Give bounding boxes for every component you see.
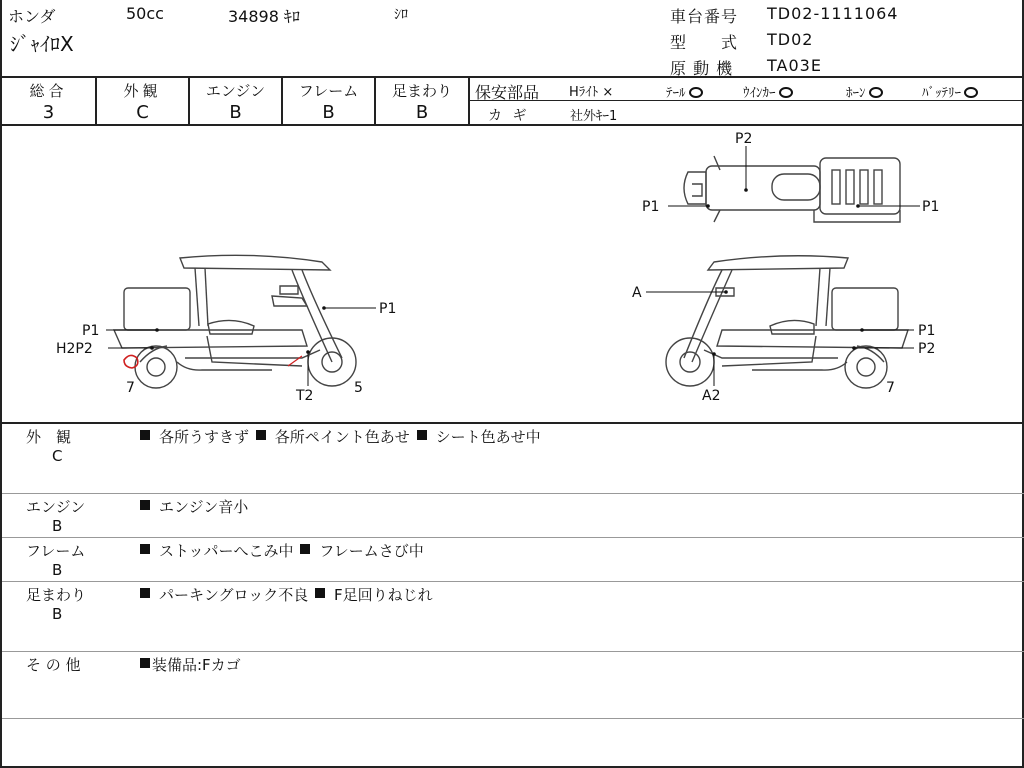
bullet-square-icon	[140, 658, 150, 668]
engine-value: TA03E	[767, 56, 822, 75]
remark-text	[138, 426, 541, 447]
winker-label: ｳｲﾝｶｰ	[743, 86, 776, 101]
remark-item: 各所ペイント色あせ	[274, 428, 410, 446]
remark-label: フレーム	[26, 542, 86, 560]
diagram-label: T2	[296, 388, 314, 404]
horn-label: ﾎｰﾝ	[846, 86, 866, 101]
grade-label: フレーム	[298, 82, 359, 100]
ok-circle-icon	[964, 87, 978, 98]
bullet-square-icon	[140, 588, 150, 598]
diagram-label: A2	[702, 388, 721, 404]
remark-item: シート色あせ中	[435, 428, 541, 446]
horn	[846, 82, 883, 101]
blank-footer	[2, 718, 1024, 768]
ok-circle-icon	[779, 87, 793, 98]
key-value: 社外ｷｰ1	[570, 109, 618, 124]
ok-circle-icon	[869, 87, 883, 98]
remark-grade: C	[52, 447, 63, 465]
maker: ホンダ	[8, 7, 56, 26]
mileage: 34898 ｷﾛ	[228, 7, 300, 26]
grade-value: B	[322, 102, 335, 123]
grade-exterior	[97, 78, 190, 124]
diagram-label: P2	[735, 131, 753, 147]
engine-label: 原 動 機	[670, 59, 734, 78]
diagram-label: 7	[126, 380, 135, 396]
remark-item: ストッパーへこみ中	[159, 542, 294, 560]
bullet-square-icon	[140, 500, 150, 510]
diagram-label: P1	[918, 323, 936, 339]
grade-value: B	[415, 102, 429, 123]
grade-label: 足まわり	[391, 82, 452, 100]
remark-label: 足まわり	[26, 586, 87, 604]
grade-frame	[283, 78, 376, 124]
key-label: カ ギ	[488, 108, 530, 124]
color: ｼﾛ	[394, 7, 408, 23]
remark-text	[138, 654, 241, 675]
displacement: 50cc	[126, 4, 164, 23]
remark-text	[138, 496, 248, 517]
scooter-top-view-icon	[684, 156, 900, 222]
damage-diagram	[2, 126, 1024, 424]
remark-grade: B	[52, 517, 63, 535]
diagram-label: P1	[82, 323, 100, 339]
grade-label: 外観	[123, 82, 162, 100]
scooter-left-view-icon	[114, 255, 356, 388]
bullet-square-icon	[140, 430, 150, 440]
remark-item: 装備品:Fカゴ	[152, 656, 241, 674]
bullet-square-icon	[256, 430, 266, 440]
frame-no-label: 車台番号	[670, 7, 739, 26]
grade-value: 3	[42, 102, 55, 123]
safety-parts	[470, 78, 1024, 124]
diagram-label: P1	[642, 199, 660, 215]
remark-item: F足回りねじれ	[334, 586, 433, 604]
remark-text	[138, 540, 424, 561]
grade-value: C	[136, 102, 149, 123]
remark-item: エンジン音小	[159, 498, 249, 516]
taillight-label: ﾃｰﾙ	[666, 86, 686, 101]
remark-label: そ の 他	[26, 656, 81, 674]
grade-overall	[2, 78, 97, 124]
taillight	[666, 82, 703, 101]
type-value: TD02	[767, 30, 814, 49]
grade-suspension	[376, 78, 470, 124]
bullet-square-icon	[140, 544, 150, 554]
grade-value: B	[229, 102, 242, 123]
remark-engine	[2, 494, 1024, 538]
diagram-label: 5	[354, 380, 363, 396]
scooter-diagram-svg	[2, 126, 1022, 422]
grade-row	[2, 78, 1024, 126]
winker	[743, 82, 793, 101]
remark-text	[138, 584, 433, 605]
safety-title: 保安部品	[475, 83, 540, 102]
grade-label: エンジン	[205, 82, 266, 100]
remark-item: パーキングロック不良	[159, 586, 309, 604]
remark-exterior	[2, 424, 1024, 494]
diagram-label: P1	[922, 199, 940, 215]
safety-row	[470, 78, 1024, 101]
diagram-label: A	[632, 285, 642, 301]
diagram-label: H2P2	[56, 341, 93, 357]
remark-other	[2, 652, 1024, 718]
battery-label: ﾊﾞｯﾃﾘｰ	[922, 86, 961, 101]
remark-item: 各所うすきず	[159, 428, 250, 446]
scooter-right-view-icon	[666, 256, 908, 388]
battery	[922, 82, 978, 101]
ok-circle-icon	[689, 87, 703, 98]
remark-frame	[2, 538, 1024, 582]
frame-no: TD02-1111064	[767, 4, 899, 23]
model-name: ｼﾞｬｲﾛX	[10, 32, 74, 56]
remark-label: エンジン	[26, 498, 86, 516]
vehicle-header	[2, 0, 1024, 78]
headlight: Hﾗｲﾄ ×	[569, 85, 614, 100]
remark-label: 外 観	[26, 428, 72, 446]
remark-grade: B	[52, 605, 63, 623]
grade-engine	[190, 78, 283, 124]
bullet-square-icon	[315, 588, 325, 598]
diagram-label: 7	[886, 380, 895, 396]
type-label: 型 式	[670, 33, 739, 52]
bullet-square-icon	[300, 544, 310, 554]
remark-item: フレームさび中	[319, 542, 424, 560]
remark-suspension	[2, 582, 1024, 652]
diagram-label: P2	[918, 341, 936, 357]
bullet-square-icon	[417, 430, 427, 440]
remark-grade: B	[52, 561, 63, 579]
diagram-label: P1	[379, 301, 397, 317]
grade-label: 総合	[29, 82, 68, 100]
